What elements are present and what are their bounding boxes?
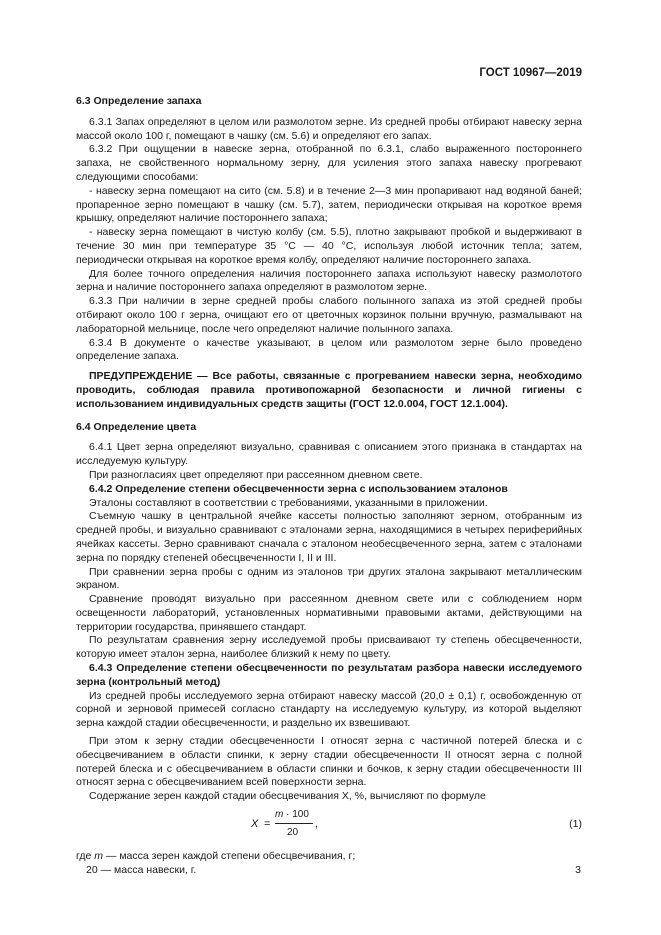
paragraph-cassette: Съемную чашку в центральной ячейке кассеты полностью заполняют зерном, отобранным из средней пробы, и визуально сравнивают с эталонами зерна, находящимися в четырех периферийных ячейках кассеты. Зерно сравнивают сначала с эталоном необесцвеченного зерна, затем с эталонами зерна по порядку степеней обесцвеченности I, II и III. (76, 510, 582, 564)
page-number: 3 (575, 864, 581, 876)
paragraph-ground-grain: Для более точного определения наличия постороннего запаха используют навеску размолотого зерна и наличие постороннего запаха определяют в размолотом зерне. (76, 267, 582, 294)
where-m-symbol: m (94, 850, 103, 863)
paragraph-standards: Эталоны составляют в соответствии с требованиями, указанными в приложении. (89, 496, 488, 509)
page-content (76, 95, 582, 878)
list-item-steam: - навеску зерна помещают на сито (см. 5.8) и в течение 2—3 мин пропаривают над водяной баней; пропаренное зерно помещают в чашку (см. 5.7), затем, периодически открывая на короткое время крышку, определяют наличие постороннего запаха; (76, 184, 582, 225)
paragraph-formula-intro: Содержание зерен каждой стадии обесцвечивания X, %, вычисляют по формуле (89, 790, 486, 803)
formula-lhs: X (251, 818, 259, 831)
paragraph-assign-degree: По результатам сравнения зерну исследуемой пробы присваивают ту степень обесцвеченности, которую имеет эталон зерна, наиболее близкий к нему по цвету. (76, 634, 582, 661)
paragraph-screen: При сравнении зерна пробы с одним из эталонов три других эталона закрывают металлическим экраном. (76, 565, 582, 592)
formula-comma: , (315, 818, 319, 831)
formula-number: (1) (569, 818, 582, 831)
document-id-header: ГОСТ 10967—2019 (479, 67, 582, 79)
paragraph-6-3-4: 6.3.4 В документе о качестве указывают, в целом или размолотом зерне было проведено определение запаха. (76, 336, 582, 363)
section-6-3-title: 6.3 Определение запаха (76, 95, 202, 107)
safety-warning: ПРЕДУПРЕЖДЕНИЕ — Все работы, связанные с прогреванием навески зерна, необходимо проводить, соблюдая правила противопожарной безопасности и личной гигиены с использованием индивидуальных средств защиты (ГОСТ 12.0.004, ГОСТ 12.1.004). (76, 370, 582, 410)
paragraph-6-3-1: 6.3.1 Запах определяют в целом или размолотом зерне. Из средней пробы отбирают навеску зерна массой около 100 г, помещают в чашку (см. 5.6) и определяют его запах. (76, 115, 582, 142)
paragraph-6-3-3: 6.3.3 При наличии в зерне средней пробы слабого полынного запаха из этой средней пробы отбирают около 100 г зерна, очищают его от цветочных корзинок полыни вручную, размалывают на лабораторной мельнице, после чего определяют наличие полынного запаха. (76, 295, 582, 335)
subsection-6-4-2-title: 6.4.2 Определение степени обесцвеченности зерна с использованием эталонов (89, 482, 508, 495)
where-prefix: где (76, 850, 95, 863)
where-m-text: — масса зерен каждой степени обесцвечивания, г; (103, 850, 356, 863)
subsection-6-4-3-title: 6.4.3 Определение степени обесцвеченности по результатам разбора навески исследуемого зерна (контрольный метод) (76, 662, 582, 688)
formula-1 (76, 808, 582, 840)
formula-numerator (275, 808, 309, 822)
section-6-4-title: 6.4 Определение цвета (76, 420, 197, 433)
paragraph-daylight: При разногласиях цвет определяют при рассеянном дневном свете. (89, 468, 423, 481)
where-definition-20: 20 — масса навески, г. (86, 863, 197, 876)
paragraph-stages: При этом к зерну стадии обесцвеченности I относят зерна с частичной потерей блеска и с обесцвечиванием в области спинки, к зерну стадии обесцвеченности II относят зерна с полной потерей блеска и с обесцвечиванием в области спинки и бочков, к зерну стадии обесцвеченности III относят зерна с обесцвечиванием всей поверхности зерна. (76, 735, 582, 789)
paragraph-lighting: Сравнение проводят визуально при рассеянном дневном свете или с соблюдением норм освещенности лабораторий, установленных нормативными правовыми актами, действующими на территории государства, принявшего стандарт. (76, 593, 582, 633)
list-item-flask: - навеску зерна помещают в чистую колбу (см. 5.5), плотно закрывают пробкой и выдерживают в течение 30 мин при температуре 35 °С — 40 °С, используя любой источник тепла; затем, периодически открывая на короткое время колбу, определяют наличие постороннего запаха. (76, 226, 582, 266)
where-definition-m (76, 850, 582, 864)
formula-equals: = (264, 818, 271, 831)
formula-denominator: 20 (287, 827, 299, 839)
formula-numerator-rest: · 100 (283, 809, 309, 821)
formula-m-symbol: m (275, 809, 284, 821)
paragraph-6-3-2: 6.3.2 При ощущении в навеске зерна, отобранной по 6.3.1, слабо выраженного постороннего запаха, не свойственного нормальному зерну, для усиления этого запаха навеску прогревают следующими способами: (76, 143, 582, 183)
paragraph-sample-weight: Из средней пробы исследуемого зерна отбирают навеску массой (20,0 ± 0,1) г, освобожденную от сорной и зерновой примесей согласно стандарту на исследуемую культуру, из которой выделяют зерна каждой стадии обесцвеченности, и раздельно их взвешивают. (76, 689, 582, 730)
paragraph-6-4-1: 6.4.1 Цвет зерна определяют визуально, сравнивая с описанием этого признака в стандартах на исследуемую культуру. (76, 441, 582, 468)
fraction-bar (275, 823, 313, 824)
